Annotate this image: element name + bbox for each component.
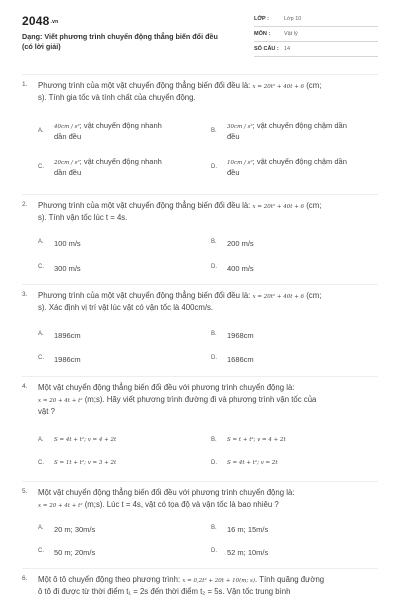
option-label: D. bbox=[211, 548, 217, 554]
title-line-2: (có lời giải) bbox=[22, 41, 61, 51]
option-formula: 20cm / s² bbox=[54, 160, 80, 166]
meta-count-row bbox=[254, 43, 378, 57]
option-label: A. bbox=[38, 331, 44, 337]
meta-subject-row bbox=[254, 28, 378, 42]
option-text: 16 m; 15m/s bbox=[227, 525, 269, 534]
meta-class-row bbox=[254, 13, 378, 27]
question-text bbox=[38, 80, 378, 104]
question-text bbox=[38, 574, 378, 598]
question-text-part: s). Tính gia tốc và tính chất của chuyển động. bbox=[38, 93, 196, 103]
option-label: B. bbox=[211, 128, 217, 134]
question-number: 4. bbox=[22, 383, 28, 390]
question-text-part: Một ô tô chuyển động theo phương trình: bbox=[38, 575, 183, 584]
option-text: 52 m; 10m/s bbox=[227, 548, 269, 557]
question-text-part: Một vật chuyển động thẳng biến đổi đều với phương trình chuyển động là: bbox=[38, 383, 295, 392]
option-label: A. bbox=[38, 239, 44, 245]
divider bbox=[22, 376, 378, 377]
meta-key: LỚP : bbox=[254, 16, 269, 22]
question-number: 6. bbox=[22, 575, 28, 582]
option-label: C. bbox=[38, 460, 44, 466]
option-text: 20 m; 30m/s bbox=[54, 525, 96, 534]
option-formula: 40cm / s² bbox=[54, 124, 80, 130]
question-text-part: Phương trình của một vật chuyển động thẳng biến đổi đều là: bbox=[38, 81, 253, 90]
question-text-part: vật ? bbox=[38, 407, 55, 417]
option-text: dần đều bbox=[54, 168, 82, 178]
question-text-part: Phương trình của một vật chuyển động thẳng biến đổi đều là: bbox=[38, 201, 253, 210]
logo-suffix: .vn bbox=[50, 18, 59, 25]
question-text-part: (m;s). Lúc t = 4s, vật có tọa độ và vận tốc là bao nhiêu ? bbox=[82, 500, 279, 510]
option-label: B. bbox=[211, 331, 217, 337]
option-text: ; vật chuyển động chậm dần bbox=[252, 157, 347, 166]
question-text-part: ô tô đi được từ thời điểm t₁ = 2s đến thời điểm t₂ = 5s. Vận tốc trung bình bbox=[38, 587, 291, 597]
option-label: D. bbox=[211, 460, 217, 466]
option-label: B. bbox=[211, 525, 217, 531]
equation: x = 0,2t² + 20t + 10(m; s) bbox=[182, 578, 255, 584]
site-logo[interactable] bbox=[22, 14, 58, 28]
option-text: 400 m/s bbox=[227, 264, 254, 273]
option-formula: S = 4t + t²; v = 4 + 2t bbox=[54, 437, 117, 443]
option-text: 50 m; 20m/s bbox=[54, 548, 96, 557]
title-line-1: Dạng: Viết phương trình chuyển động thẳng biến đổi đều bbox=[22, 32, 218, 41]
question-text-part: (cm; bbox=[304, 81, 322, 90]
question-number: 5. bbox=[22, 488, 28, 495]
option-text: 100 m/s bbox=[54, 239, 81, 248]
option-text: 200 m/s bbox=[227, 239, 254, 248]
option-label: A. bbox=[38, 525, 44, 531]
divider bbox=[22, 568, 378, 569]
option-formula: 30cm / s² bbox=[227, 124, 253, 130]
question-number: 3. bbox=[22, 291, 28, 298]
question-text-part: (cm; bbox=[304, 291, 322, 300]
option-text: ; vật chuyển động nhanh bbox=[79, 157, 162, 166]
question-number: 2. bbox=[22, 201, 28, 208]
option-text: 1968cm bbox=[227, 331, 254, 340]
question-text bbox=[38, 382, 378, 418]
meta-value: 14 bbox=[284, 46, 291, 52]
equation: x = 20 + 4t + t² bbox=[38, 398, 83, 405]
option-label: B. bbox=[211, 239, 217, 245]
option-text: 300 m/s bbox=[54, 264, 81, 273]
question-text-part: Một vật chuyển động thẳng biến đổi đều với phương trình chuyển động là: bbox=[38, 488, 295, 497]
question-text-part: (cm; bbox=[304, 201, 322, 210]
worksheet-title bbox=[22, 32, 232, 51]
document-header bbox=[0, 0, 400, 60]
option-label: C. bbox=[38, 264, 44, 270]
question-text-part: Phương trình của một vật chuyển động thẳng biến đổi đều là: bbox=[38, 291, 253, 300]
question-text-part: s). Xác định vị trí vật lúc vật có vận tốc là 400cm/s. bbox=[38, 303, 214, 313]
question-text-part: s). Tính vận tốc lúc t = 4s. bbox=[38, 213, 128, 223]
option-label: A. bbox=[38, 437, 44, 443]
option-text: 1896cm bbox=[54, 331, 81, 340]
meta-key: SỐ CÂU : bbox=[254, 46, 279, 52]
divider bbox=[22, 284, 378, 285]
meta-key: MÔN : bbox=[254, 31, 271, 37]
option-label: C. bbox=[38, 164, 44, 170]
equation: x = 20t² + 40t + 6 bbox=[252, 294, 305, 300]
option-formula: 10cm / s² bbox=[227, 160, 253, 166]
question-text-part: (m;s). Hãy viết phương trình đường đi và phương trình vận tốc của bbox=[82, 395, 317, 405]
option-label: B. bbox=[211, 437, 217, 443]
question-text bbox=[38, 200, 378, 224]
option-label: C. bbox=[38, 355, 44, 361]
option-text: 1986cm bbox=[54, 355, 81, 364]
meta-value: Lớp 10 bbox=[284, 16, 302, 22]
option-label: C. bbox=[38, 548, 44, 554]
divider bbox=[22, 194, 378, 195]
equation: x = 20t² + 40t + 6 bbox=[252, 84, 305, 90]
option-label: A. bbox=[38, 128, 44, 134]
divider bbox=[22, 74, 378, 75]
question-text bbox=[38, 487, 378, 511]
option-label: D. bbox=[211, 164, 217, 170]
option-text: 1686cm bbox=[227, 355, 254, 364]
question-text-part: . Tính quãng đường bbox=[255, 575, 325, 584]
option-text: đều bbox=[227, 132, 240, 142]
divider bbox=[22, 481, 378, 482]
equation: x = 20 + 4t + t² bbox=[38, 503, 83, 510]
option-text: dần đều bbox=[54, 132, 82, 142]
option-text: đều bbox=[227, 168, 240, 178]
logo-text: 2048 bbox=[22, 14, 50, 28]
equation: x = 20t² + 40t + 6 bbox=[252, 204, 305, 210]
option-formula: S = t + t²; v = 4 + 2t bbox=[227, 437, 286, 443]
option-formula: S = 4t + t²; v = 2t bbox=[227, 460, 278, 466]
option-text: ; vật chuyển động chậm dần bbox=[252, 121, 347, 130]
option-label: D. bbox=[211, 264, 217, 270]
option-formula: S = 1t + t²; v = 3 + 2t bbox=[54, 460, 117, 466]
meta-value: Vật lý bbox=[284, 31, 298, 37]
option-label: D. bbox=[211, 355, 217, 361]
question-number: 1. bbox=[22, 81, 28, 88]
question-text bbox=[38, 290, 378, 314]
option-text: ; vật chuyển động nhanh bbox=[79, 121, 162, 130]
